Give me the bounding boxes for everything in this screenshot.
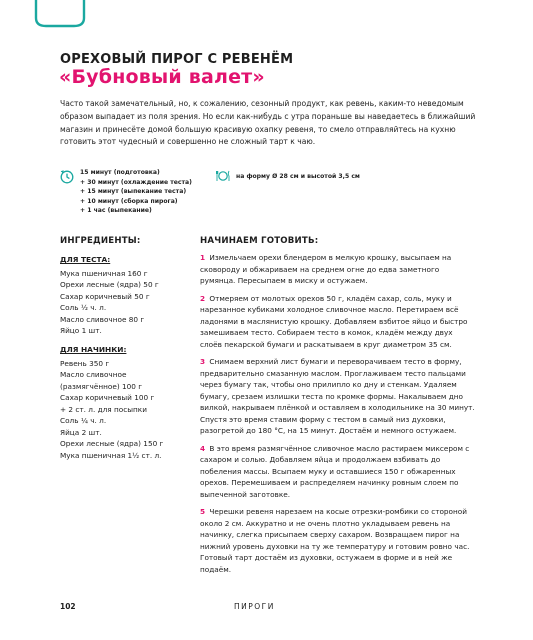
step-number: 1	[200, 253, 206, 262]
section-name: ПИРОГИ	[234, 602, 275, 611]
dough-list	[60, 268, 200, 337]
ingredient-item: Масло сливочное	[60, 370, 127, 379]
step-item	[200, 506, 476, 575]
filling-label: ДЛЯ НАЧИНКИ:	[60, 345, 127, 354]
ingredient-item: Ревень 350 г	[60, 358, 110, 368]
dough-label: ДЛЯ ТЕСТА:	[60, 255, 111, 264]
ingredient-item: Мука пшеничная 160 г	[60, 268, 148, 278]
ingredient-item: (размягчённое) 100 г	[60, 381, 143, 391]
step-item	[200, 293, 476, 351]
steps-heading: НАЧИНАЕМ ГОТОВИТЬ:	[200, 236, 319, 246]
filling-list	[60, 358, 200, 462]
time-line: + 15 минут (выпекание теста)	[80, 188, 187, 196]
time-line: + 1 час (выпекание)	[80, 207, 152, 215]
ingredient-item: Сахар коричневый 50 г	[60, 291, 150, 301]
time-line: 15 минут (подготовка)	[80, 169, 160, 176]
ingredient-item: Масло сливочное 80 г	[60, 314, 145, 324]
ingredient-item: Соль ¼ ч. л.	[60, 416, 107, 425]
step-number: 4	[200, 443, 206, 453]
page-number: 102	[60, 602, 76, 611]
steps-list	[200, 252, 476, 581]
time-line: + 30 минут (охлаждение теста)	[80, 178, 192, 186]
step-text: В это время размягчённое сливочное масло растираем миксером с сахаром и солью. Добавляем яйца и продолжаем взбивать до побеления массы. Всыпаем муку и оставшиеся 150 г обжаренных орехов. Перемешиваем и распределяем начинку ровным слоем по выпеченной заготовке.	[200, 443, 470, 499]
decorative-tab-shape	[34, 0, 86, 28]
filling-ingredients	[60, 344, 200, 461]
ingredient-item: Орехи лесные (ядра) 50 г	[60, 280, 159, 289]
recipe-kicker: ОРЕХОВЫЙ ПИРОГ С РЕВЕНЁМ	[60, 52, 294, 67]
ingredient-item: + 2 ст. л. для посыпки	[60, 404, 147, 414]
step-text: Измельчаем орехи блендером в мелкую крошку, высыпаем на сковороду и обжариваем на среднем огне до едва заметного румянца. Пересыпаем в миску и остужаем.	[200, 253, 452, 285]
clock-icon	[60, 170, 74, 184]
step-number: 3	[200, 357, 206, 366]
step-text: Отмеряем от молотых орехов 50 г, кладём сахар, соль, муку и нарезанное кубиками холодное сливочное масло. Перетираем всё ладонями в маслянистую крошку. Добавляем взбитое яйцо и быстро замешиваем тесто. Собираем тесто в комок, кладём между двух слоёв пекарской бумаги и раскатываем в круг диаметром 35 см.	[200, 293, 468, 349]
step-text: Черешки ревеня нарезаем на косые отрезки-ромбики со стороной около 2 см. Аккуратно и не очень плотно укладываем ревень на начинку, слегка присыпаем сверху сахаром. Возвращаем пирог на нижний уровень духовки на ту же температуру и готовим ровно час. Готовый тарт достаём из духовки, остужаем в форме и в ней же подаём.	[200, 507, 470, 574]
intro-paragraph: Часто такой замечательный, но, к сожалению, сезонный продукт, как ревень, каким-то неведомым образом выпадает из поля зрения. Но если как-нибудь с утра пораньше вы наведаетесь в ближайший магазин и принесёте домой большую красивую охапку ревеня, то смело отправляйтесь на кухню готовить этот чудесный и совершенно не сложный тарт к чаю.	[60, 99, 476, 147]
ingredients-heading: ИНГРЕДИЕНТЫ:	[60, 236, 141, 246]
ingredient-item: Яйца 2 шт.	[60, 427, 102, 437]
step-item	[200, 252, 476, 287]
form-info	[216, 172, 360, 182]
time-info	[60, 168, 192, 216]
form-info-text: на форму Ø 28 см и высотой 3,5 см	[236, 173, 360, 180]
ingredient-item: Сахар коричневый 100 г	[60, 393, 155, 402]
step-number: 2	[200, 293, 206, 303]
step-number: 5	[200, 507, 206, 516]
step-item	[200, 356, 476, 437]
dough-ingredients	[60, 254, 200, 337]
recipe-title: «Бубновый валет»	[59, 66, 265, 88]
time-lines	[80, 168, 192, 216]
ingredient-item: Орехи лесные (ядра) 150 г	[60, 439, 164, 448]
time-line: + 10 минут (сборка пирога)	[80, 197, 178, 205]
fork-knife-plate-icon	[216, 169, 230, 183]
ingredient-item: Мука пшеничная 1½ ст. л.	[60, 450, 162, 460]
ingredient-item: Соль ½ ч. л.	[60, 303, 107, 312]
step-text: Снимаем верхний лист бумаги и переворачиваем тесто в форму, предварительно смазанную маслом. Проглаживаем тесто пальцами через бумагу так, чтобы оно прилипло ко дну и стенкам. Удаляем бумагу, срезаем излишки теста по кромке формы. Накалываем дно вилкой, накрываем плёнкой и оставляем в холодильнике на 30 минут. Спустя это время ставим форму с тестом в самый низ духовки, разогретой до 180 °С, на 15 минут. Достаём и немного остужаем.	[200, 357, 475, 435]
step-item	[200, 443, 476, 501]
ingredient-item: Яйцо 1 шт.	[60, 326, 102, 335]
